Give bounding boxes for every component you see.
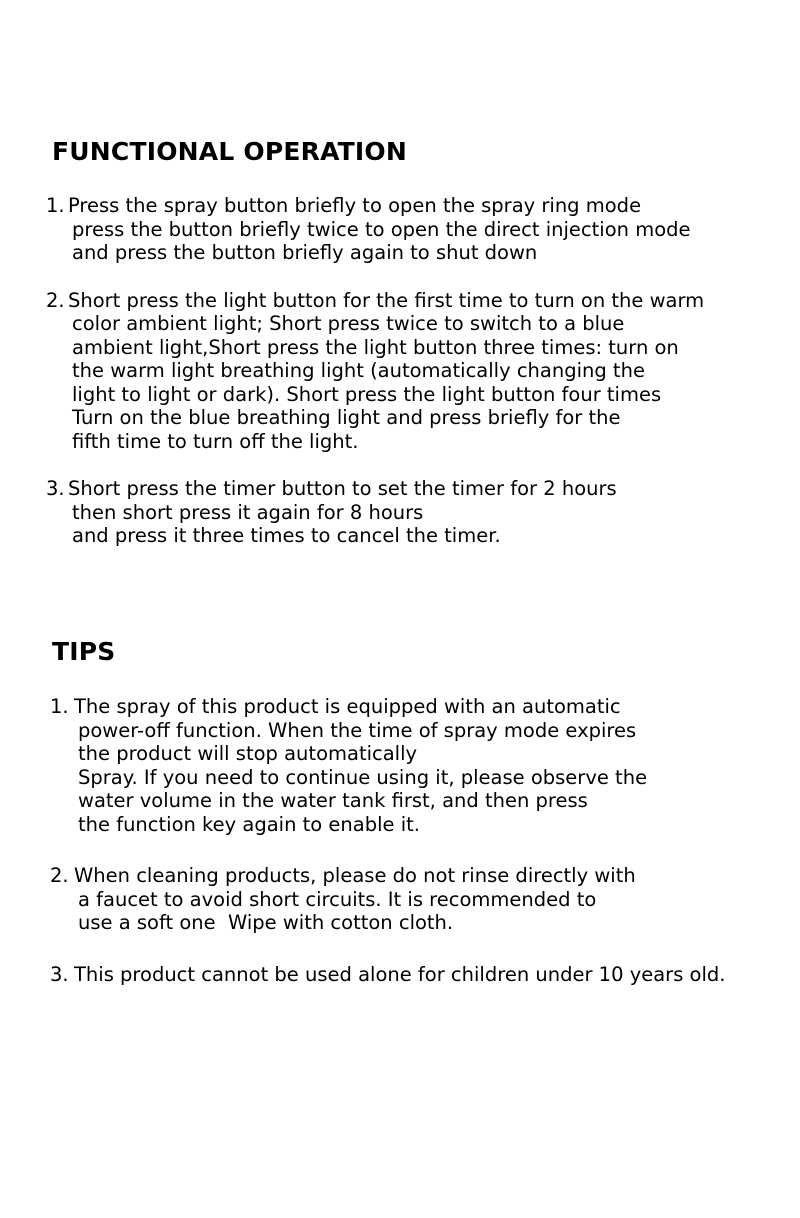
list-item-line: When cleaning products, please do not rinse directly with	[74, 864, 636, 887]
list-item	[50, 963, 770, 987]
functional-operation-list	[46, 194, 756, 548]
list-item-line: the warm light breathing light (automatically changing the	[72, 359, 645, 382]
list-item-line: water volume in the water tank first, and then press	[78, 789, 588, 812]
list-item-line: press the button briefly twice to open the direct injection mode	[72, 217, 691, 241]
list-item-line: light to light or dark). Short press the light button four times	[72, 382, 662, 406]
list-item-text	[68, 289, 756, 454]
list-item	[50, 695, 770, 836]
list-item-marker: 1.	[46, 194, 65, 217]
list-item-line: use a soft one Wipe with cotton cloth.	[78, 911, 454, 934]
list-item-line: a faucet to avoid short circuits. It is recommended to	[78, 887, 597, 911]
list-item-text	[74, 864, 770, 935]
list-item-marker: 3.	[46, 477, 65, 500]
list-item-row	[46, 477, 756, 548]
functional-operation-heading: FUNCTIONAL OPERATION	[52, 136, 408, 166]
list-item-line: the function key again to enable it.	[78, 812, 420, 836]
list-item	[50, 864, 770, 935]
list-item-line: and press it three times to cancel the timer.	[72, 524, 501, 547]
list-item-row	[50, 963, 770, 987]
list-item-row	[50, 864, 770, 935]
list-item	[46, 477, 756, 548]
list-item-line: Turn on the blue breathing light and press briefly for the	[72, 406, 621, 429]
list-item-text	[74, 695, 770, 836]
list-item-marker: 2.	[46, 288, 65, 312]
list-item-text	[74, 963, 770, 987]
list-item-row	[46, 194, 756, 265]
tips-list	[50, 695, 770, 1014]
list-item	[46, 289, 756, 454]
list-item-line: Short press the timer button to set the timer for 2 hours	[68, 477, 617, 500]
list-item-text	[68, 194, 756, 265]
list-item-line: power-off function. When the time of spray mode expires	[78, 718, 637, 742]
list-item-line: and press the button briefly again to shut down	[72, 241, 538, 264]
list-item-line: Spray. If you need to continue using it, please observe the	[78, 765, 648, 789]
list-item-line: ambient light,Short press the light button three times: turn on	[72, 335, 679, 359]
list-item	[46, 194, 756, 265]
list-item-text	[68, 477, 756, 548]
list-item-marker: 1.	[50, 695, 69, 718]
list-item-line: color ambient light; Short press twice to switch to a blue	[72, 312, 625, 335]
list-item-row	[50, 695, 770, 836]
list-item-marker: 3.	[50, 962, 69, 986]
list-item-marker: 2.	[50, 864, 69, 887]
list-item-line: then short press it again for 8 hours	[72, 500, 424, 524]
list-item-line: the product will stop automatically	[78, 742, 418, 765]
list-item-line: fifth time to turn off the light.	[72, 429, 359, 453]
list-item-line: The spray of this product is equipped with an automatic	[74, 695, 621, 718]
list-item-line: Press the spray button briefly to open the spray ring mode	[68, 194, 642, 217]
list-item-line: This product cannot be used alone for children under 10 years old.	[74, 962, 726, 986]
tips-heading: TIPS	[52, 636, 116, 666]
list-item-line: Short press the light button for the first time to turn on the warm	[68, 288, 705, 312]
list-item-row	[46, 289, 756, 454]
